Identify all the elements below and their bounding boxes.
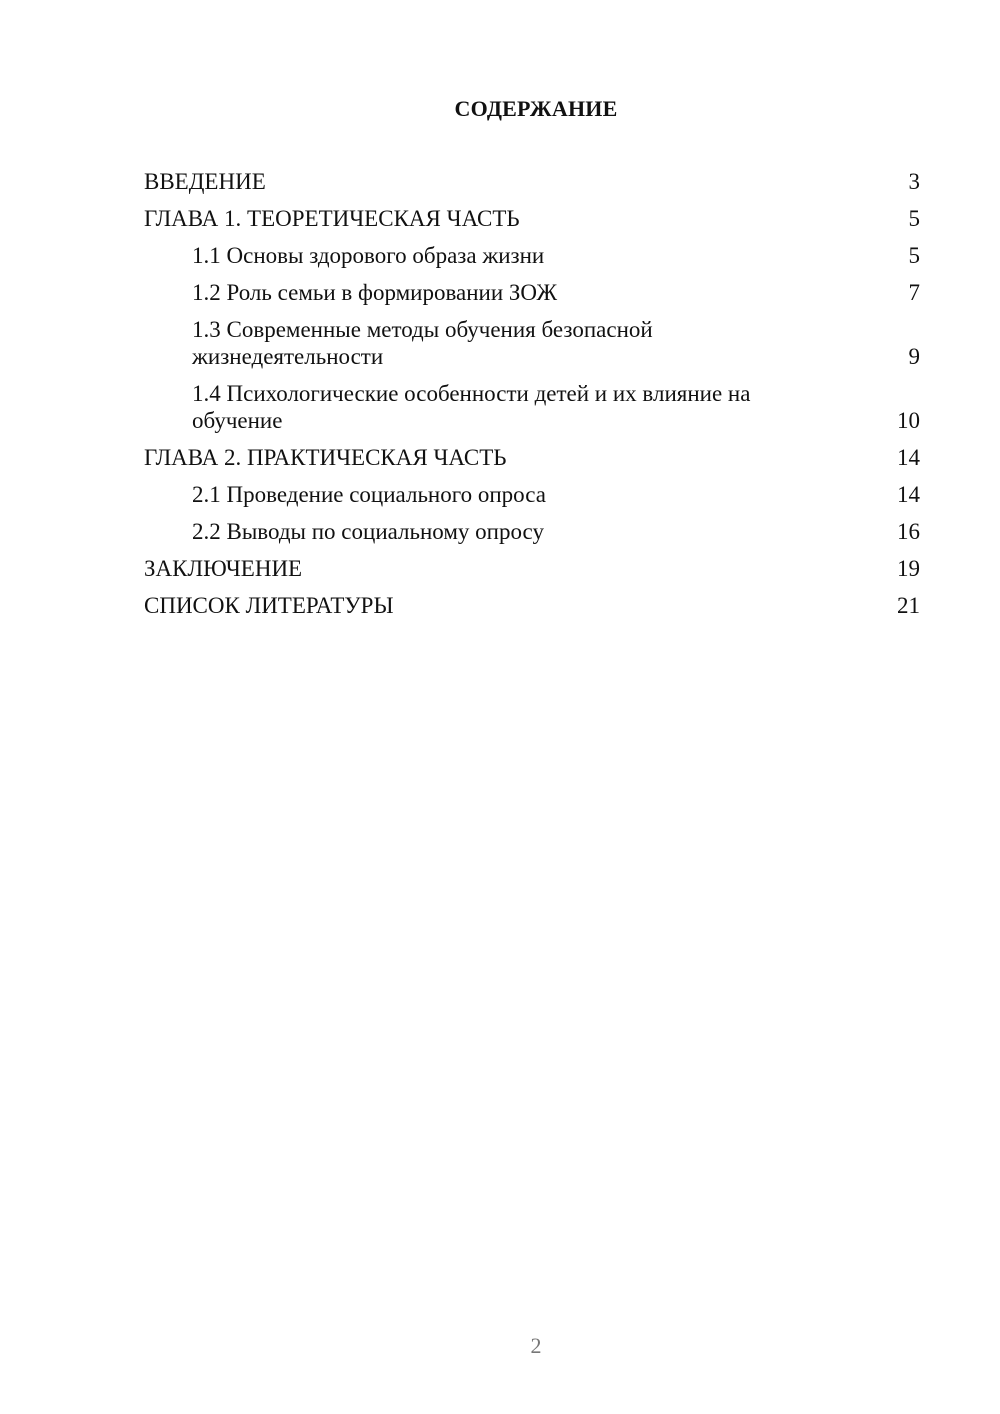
toc-entry-section-2-2[interactable]	[144, 518, 920, 545]
toc-entry-label: ГЛАВА 2. ПРАКТИЧЕСКАЯ ЧАСТЬ	[144, 445, 507, 470]
toc-entry-page: 7	[908, 280, 920, 305]
toc-entry-section-1-1[interactable]	[144, 242, 920, 269]
toc-entry-label: ГЛАВА 1. ТЕОРЕТИЧЕСКАЯ ЧАСТЬ	[144, 206, 520, 231]
toc-entry-label: ЗАКЛЮЧЕНИЕ	[144, 556, 303, 581]
toc-entry-introduction[interactable]	[144, 168, 920, 195]
toc-entry-page: 14	[897, 445, 920, 470]
toc-entry-page: 16	[897, 519, 920, 544]
toc-entry-page: 5	[908, 243, 920, 268]
toc-entry-label: 2.1 Проведение социального опроса	[192, 482, 546, 507]
toc-entry-page: 9	[908, 344, 920, 369]
toc-entry-label: 1.4 Психологические особенности детей и их влияние на обучение	[192, 381, 751, 433]
table-of-contents	[144, 168, 920, 629]
toc-entry-section-2-1[interactable]	[144, 481, 920, 508]
toc-entry-conclusion[interactable]	[144, 555, 920, 582]
page-title: СОДЕРЖАНИЕ	[454, 96, 618, 121]
toc-entry-chapter-1[interactable]	[144, 205, 920, 232]
toc-entry-page: 19	[897, 556, 920, 581]
toc-entry-section-1-4[interactable]	[144, 380, 920, 434]
toc-entry-label: 1.1 Основы здорового образа жизни	[192, 243, 545, 268]
toc-entry-page: 21	[897, 593, 920, 618]
toc-entry-bibliography[interactable]	[144, 592, 920, 619]
toc-entry-label: СПИСОК ЛИТЕРАТУРЫ	[144, 593, 394, 618]
toc-entry-section-1-3[interactable]	[144, 316, 920, 370]
toc-entry-page: 14	[897, 482, 920, 507]
toc-entry-page: 10	[897, 408, 920, 433]
toc-entry-label: 1.3 Современные методы обучения безопасной жизнедеятельности	[192, 317, 653, 369]
toc-entry-label: 1.2 Роль семьи в формировании ЗОЖ	[192, 280, 558, 305]
toc-entry-label: 2.2 Выводы по социальному опросу	[192, 519, 544, 544]
toc-entry-page: 3	[908, 169, 920, 194]
toc-entry-label: ВВЕДЕНИЕ	[144, 169, 266, 194]
toc-entry-chapter-2[interactable]	[144, 444, 920, 471]
page-number: 2	[530, 1333, 542, 1358]
toc-entry-page: 5	[908, 206, 920, 231]
toc-entry-section-1-2[interactable]	[144, 279, 920, 306]
